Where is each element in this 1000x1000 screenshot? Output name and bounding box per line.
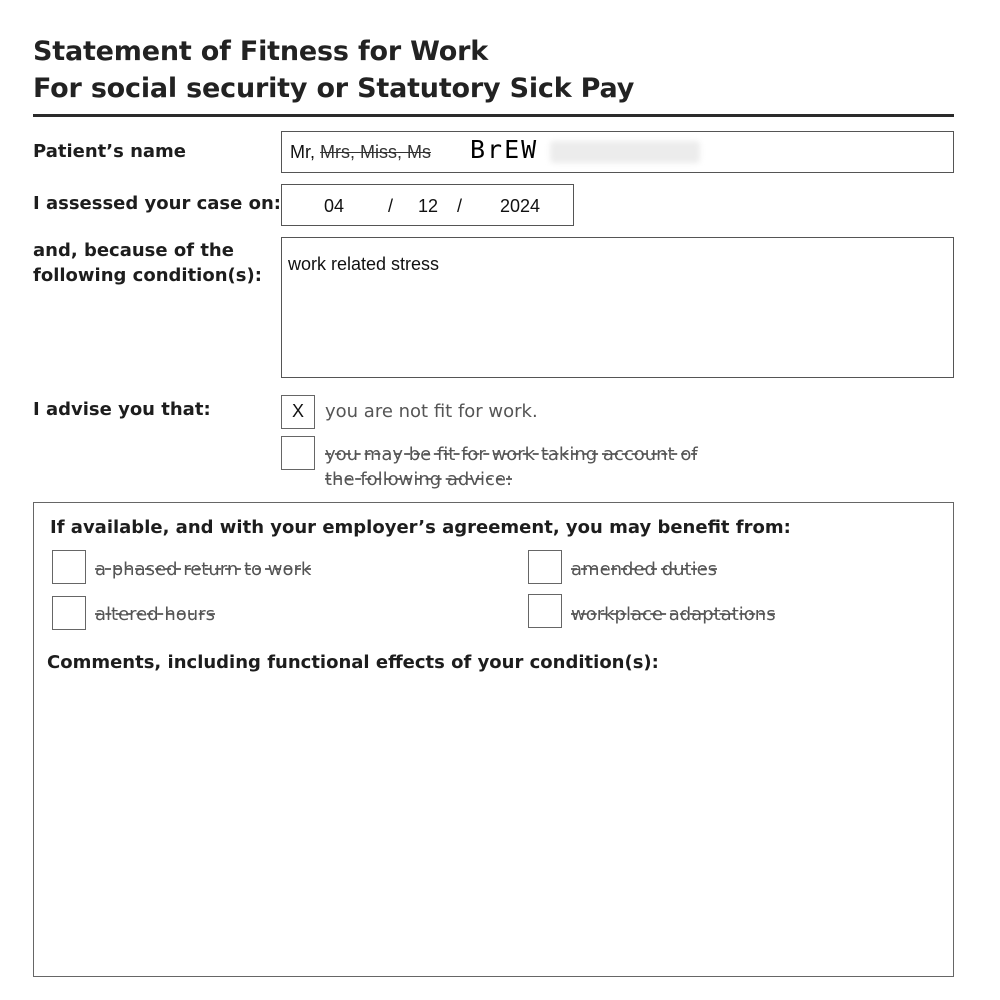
may-be-fit-text-line2: the following advice: [325, 469, 513, 490]
date-day: 04 [324, 196, 345, 216]
phased-return-text: a phased return to work [95, 559, 312, 580]
workplace-adaptations-checkbox[interactable] [528, 594, 562, 628]
patient-surname: BrEW [470, 135, 539, 164]
condition-value: work related stress [288, 254, 440, 274]
patient-name-field[interactable] [281, 131, 954, 173]
assessment-date-label: I assessed your case on: [33, 193, 281, 214]
date-separator-1: / [388, 196, 394, 216]
redacted-name [550, 141, 700, 163]
condition-label-line2: following condition(s): [33, 265, 262, 286]
condition-label-line1: and, because of the [33, 240, 234, 261]
altered-hours-checkbox[interactable] [52, 596, 86, 630]
may-be-fit-checkbox[interactable] [281, 436, 315, 470]
comments-label: Comments, including functional effects of your condition(s): [47, 652, 659, 673]
amended-duties-text: amended duties [571, 559, 718, 580]
not-fit-text: you are not fit for work. [325, 401, 538, 422]
may-be-fit-text-line1: you may be fit for work taking account of [325, 444, 698, 465]
phased-return-checkbox[interactable] [52, 550, 86, 584]
patient-name-label: Patient’s name [33, 141, 186, 162]
altered-hours-text: altered hours [95, 604, 215, 625]
form-title: Statement of Fitness for Work [33, 36, 488, 67]
condition-field[interactable] [281, 237, 954, 378]
date-month: 12 [418, 196, 439, 216]
title-rule [33, 114, 954, 117]
title-mr: Mr, [290, 142, 315, 162]
workplace-adaptations-text: workplace adaptations [571, 604, 776, 625]
date-separator-2: / [457, 196, 463, 216]
form-subtitle: For social security or Statutory Sick Pay [33, 73, 635, 104]
not-fit-checkbox[interactable]: X [281, 395, 315, 429]
title-struck: Mrs, Miss, Ms [320, 142, 431, 162]
benefits-heading: If available, and with your employer’s agreement, you may benefit from: [50, 517, 791, 538]
assessment-date-field[interactable] [281, 184, 574, 226]
amended-duties-checkbox[interactable] [528, 550, 562, 584]
comments-area[interactable] [47, 690, 937, 960]
date-year: 2024 [500, 196, 541, 216]
advice-label: I advise you that: [33, 399, 211, 420]
